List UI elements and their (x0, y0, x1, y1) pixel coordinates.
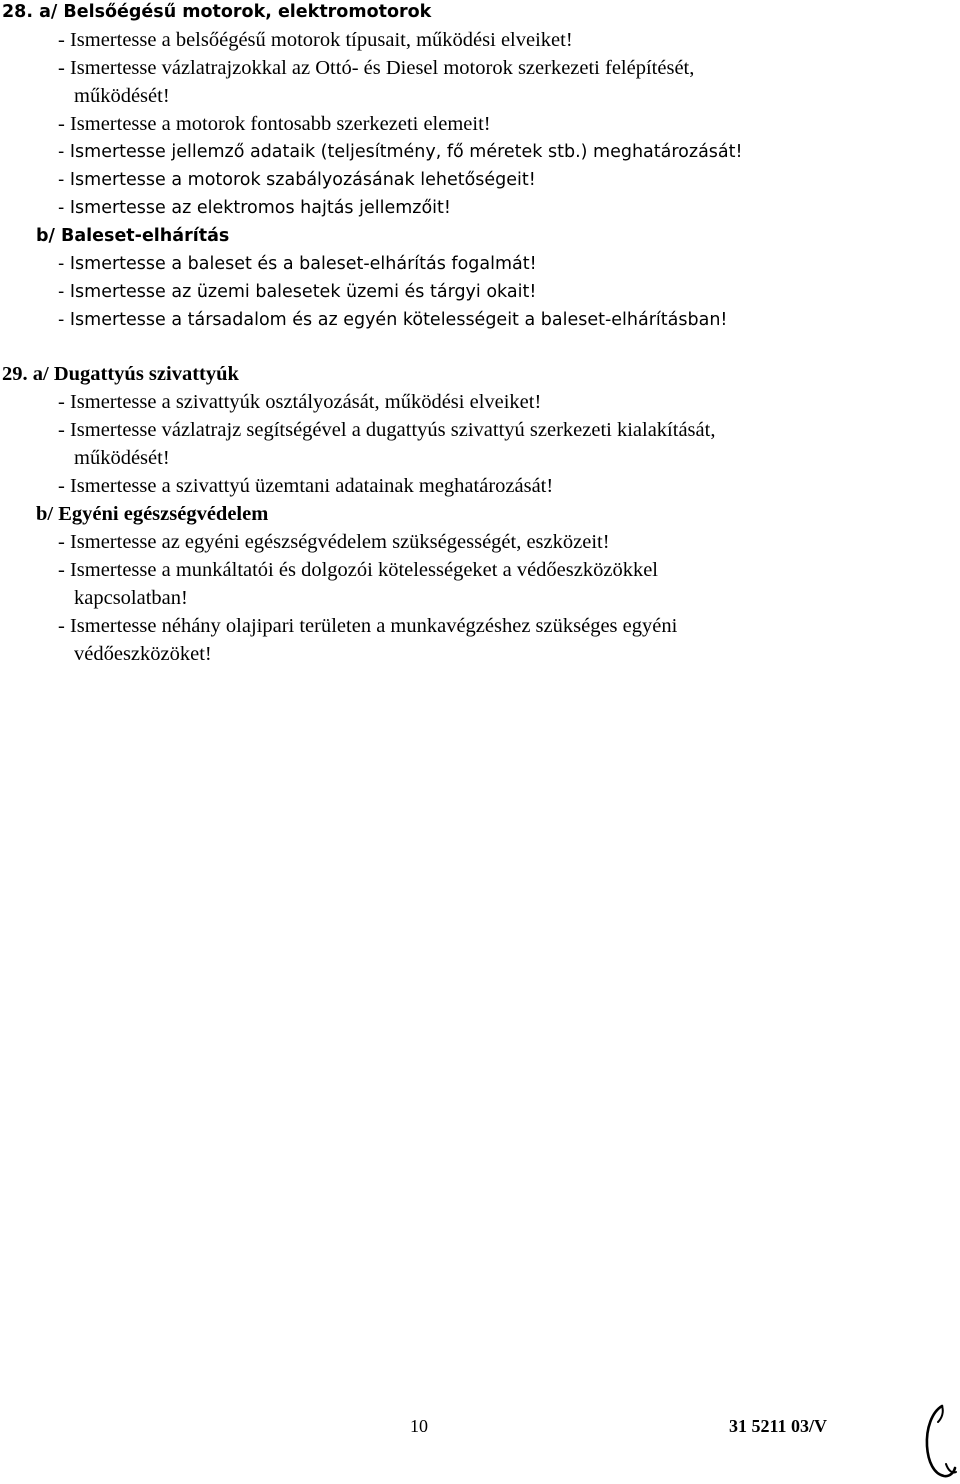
list-item: - Ismertesse a munkáltatói és dolgozói kötelességeket a védőeszközökkel (58, 559, 658, 581)
section-heading: 28. a/ Belsőégésű motorok, elektromotorok (2, 2, 432, 22)
list-item: - Ismertesse a motorok fontosabb szerkezeti elemeit! (58, 113, 491, 135)
list-item-continuation: kapcsolatban! (74, 587, 188, 609)
list-item: - Ismertesse vázlatrajz segítségével a dugattyús szivattyú szerkezeti kialakítását, (58, 419, 716, 441)
list-item: - Ismertesse az egyéni egészségvédelem szükségességét, eszközeit! (58, 531, 610, 553)
list-item: - Ismertesse a baleset és a baleset-elhárítás fogalmát! (58, 254, 537, 274)
list-item: - Ismertesse jellemző adataik (teljesítmény, fő méretek stb.) meghatározását! (58, 142, 743, 162)
list-item-continuation: működését! (74, 85, 170, 107)
list-item: - Ismertesse az üzemi balesetek üzemi és tárgyi okait! (58, 282, 537, 302)
section-heading: 29. a/ Dugattyús szivattyúk (2, 363, 239, 385)
document-code: 31 5211 03/V (729, 1416, 828, 1436)
list-item-continuation: védőeszközöket! (74, 643, 212, 665)
page-number: 10 (410, 1416, 428, 1436)
list-item-continuation: működését! (74, 447, 170, 469)
list-item: - Ismertesse a motorok szabályozásának lehetőségeit! (58, 170, 536, 190)
list-item: - Ismertesse vázlatrajzokkal az Ottó- és Diesel motorok szerkezeti felépítését, (58, 57, 695, 79)
signature-mark (920, 1402, 958, 1482)
list-item: - Ismertesse néhány olajipari területen a munkavégzéshez szükséges egyéni (58, 615, 678, 637)
list-item: - Ismertesse a szivattyú üzemtani adatainak meghatározását! (58, 475, 554, 497)
list-item: - Ismertesse a szivattyúk osztályozását, működési elveiket! (58, 391, 542, 413)
sub-heading: b/ Egyéni egészségvédelem (36, 503, 269, 525)
list-item: - Ismertesse az elektromos hajtás jellemzőit! (58, 198, 451, 218)
sub-heading: b/ Baleset-elhárítás (36, 226, 230, 246)
list-item: - Ismertesse a belsőégésű motorok típusait, működési elveiket! (58, 29, 573, 51)
list-item: - Ismertesse a társadalom és az egyén kötelességeit a baleset-elhárításban! (58, 310, 728, 330)
